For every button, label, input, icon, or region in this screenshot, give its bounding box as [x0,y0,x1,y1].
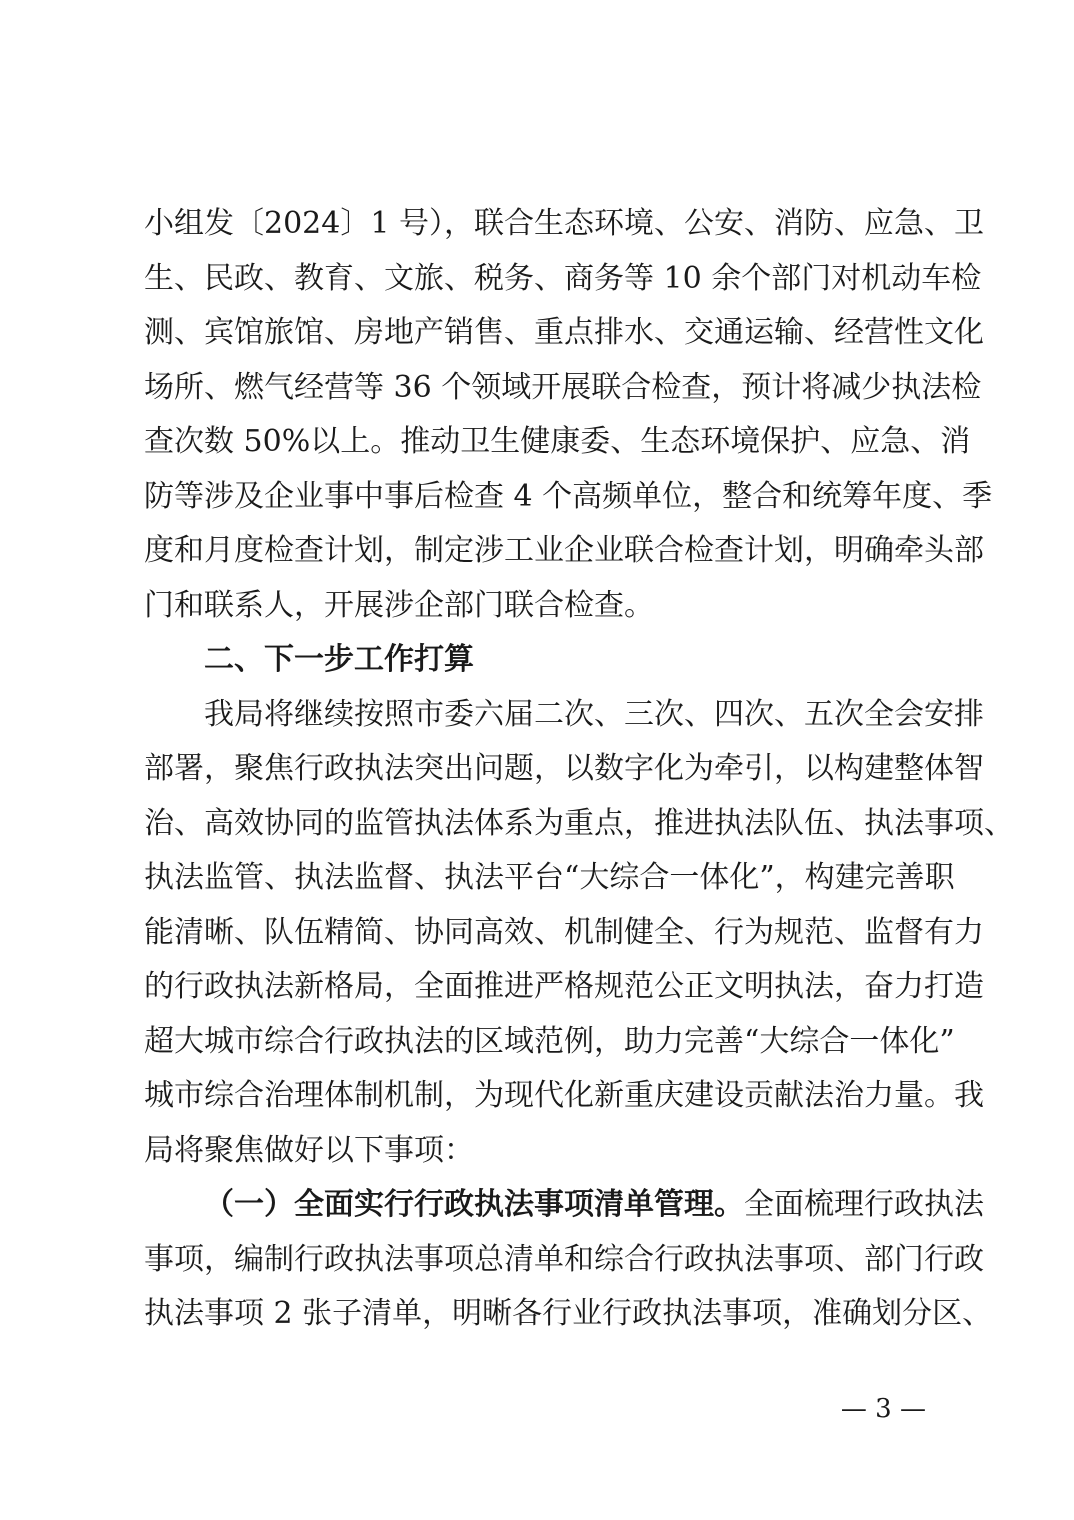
item-one-lead-text: 全面梳理行政执法 [744,1187,984,1222]
text-line: 测、宾馆旅馆、房地产销售、重点排水、交通运输、经营性文化 [144,315,984,350]
paragraph-joint-inspection [144,197,993,633]
text-line: 城市综合治理体制机制，为现代化新重庆建设贡献法治力量。我 [144,1078,984,1113]
text-line: 查次数 50%以上。推动卫生健康委、生态环境保护、应急、消 [144,424,971,459]
text-line: 能清晰、队伍精简、协同高效、机制健全、行为规范、监督有力 [144,914,984,950]
text-line: 生、民政、教育、文旅、税务、商务等 10 余个部门对机动车检 [144,260,982,296]
text-line: 我局将继续按照市委六届二次、三次、四次、五次全会安排 [204,696,984,732]
text-line: 事项，编制行政执法事项总清单和综合行政执法事项、部门行政 [144,1241,984,1277]
text-line [144,1178,984,1233]
item-one-title: （一）全面实行行政执法事项清单管理。 [204,1187,744,1222]
text-line: 超大城市综合行政执法的区域范例，助力完善“大综合一体化” [144,1023,955,1059]
text-line: 的行政执法新格局，全面推进严格规范公正文明执法，奋力打造 [144,969,984,1004]
text-line: 治、高效协同的监管执法体系为重点，推进执法队伍、执法事项、 [144,805,1014,841]
text-line: 部署，聚焦行政执法突出问题，以数字化为牵引，以构建整体智 [144,751,984,786]
text-line: 局将聚焦做好以下事项： [144,1132,474,1168]
section-heading: 二、下一步工作打算 [204,642,474,677]
text-line: 度和月度检查计划，制定涉工业企业联合检查计划，明确牵头部 [144,533,984,568]
text-line: 执法监管、执法监督、执法平台“大综合一体化”，构建完善职 [144,860,955,895]
text-line: 场所、燃气经营等 36 个领域开展联合检查，预计将减少执法检 [144,369,982,405]
text-line: 执法事项 2 张子清单，明晰各行业行政执法事项，准确划分区、 [144,1296,993,1331]
text-line: 防等涉及企业事中事后检查 4 个高频单位，整合和统筹年度、季 [144,478,993,514]
text-line: 门和联系人，开展涉企部门联合检查。 [144,587,654,623]
paragraph-next-steps [144,688,1014,1179]
page-number: — 3 — [840,1394,926,1424]
document-body [144,197,1014,1342]
text-line: 小组发〔2024〕1 号），联合生态环境、公安、消防、应急、卫 [144,206,984,241]
paragraph-item-one [144,1178,993,1342]
